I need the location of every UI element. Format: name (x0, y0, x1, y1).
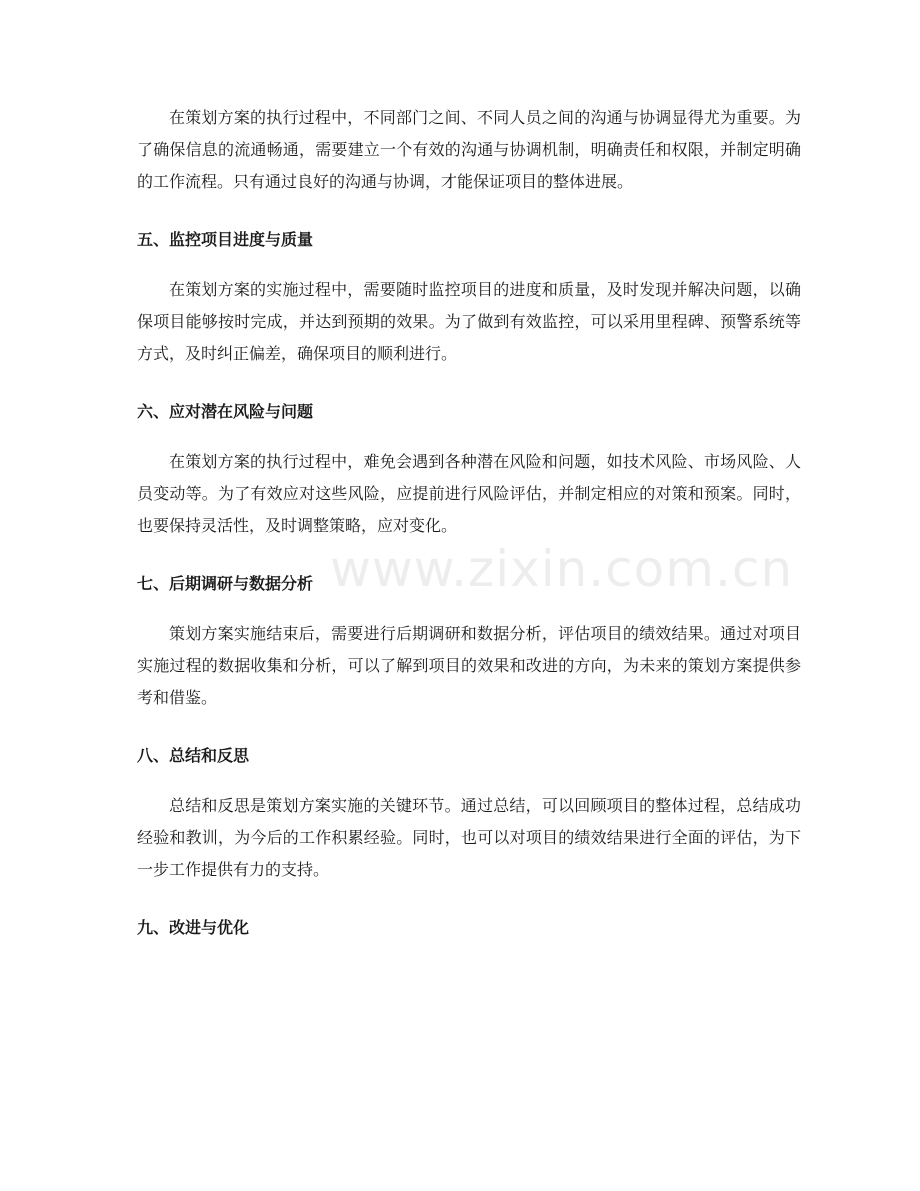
section-heading-9: 九、改进与优化 (137, 918, 250, 937)
section-body-7: 策划方案实施结束后，需要进行后期调研和数据分析，评估项目的绩效结果。通过对项目实施过程的数据收集和分析，可以了解到项目的效果和改进的方向，为未来的策划方案提供参考和借鉴。 (137, 624, 801, 707)
section-heading-8: 八、总结和反思 (137, 746, 250, 765)
section-heading-5: 五、监控项目进度与质量 (137, 230, 314, 249)
section-body-5: 在策划方案的实施过程中，需要随时监控项目的进度和质量，及时发现并解决问题，以确保项目能够按时完成，并达到预期的效果。为了做到有效监控，可以采用里程碑、预警系统等方式，及时纠正偏差，确保项目的顺利进行。 (137, 280, 801, 363)
intro-paragraph: 在策划方案的执行过程中，不同部门之间、不同人员之间的沟通与协调显得尤为重要。为了确保信息的流通畅通，需要建立一个有效的沟通与协调机制，明确责任和权限，并制定明确的工作流程。只有通过良好的沟通与协调，才能保证项目的整体进展。 (137, 108, 801, 191)
document-body (137, 102, 801, 940)
section-heading-7: 七、后期调研与数据分析 (137, 574, 314, 593)
watermark: www.zixin.com.cn (330, 540, 794, 598)
section-heading-6: 六、应对潜在风险与问题 (137, 402, 314, 421)
section-body-8: 总结和反思是策划方案实施的关键环节。通过总结，可以回顾项目的整体过程，总结成功经验和教训，为今后的工作积累经验。同时，也可以对项目的绩效结果进行全面的评估，为下一步工作提供有力的支持。 (137, 796, 801, 879)
section-body-6: 在策划方案的执行过程中，难免会遇到各种潜在风险和问题，如技术风险、市场风险、人员变动等。为了有效应对这些风险，应提前进行风险评估，并制定相应的对策和预案。同时，也要保持灵活性，及时调整策略，应对变化。 (137, 452, 801, 535)
